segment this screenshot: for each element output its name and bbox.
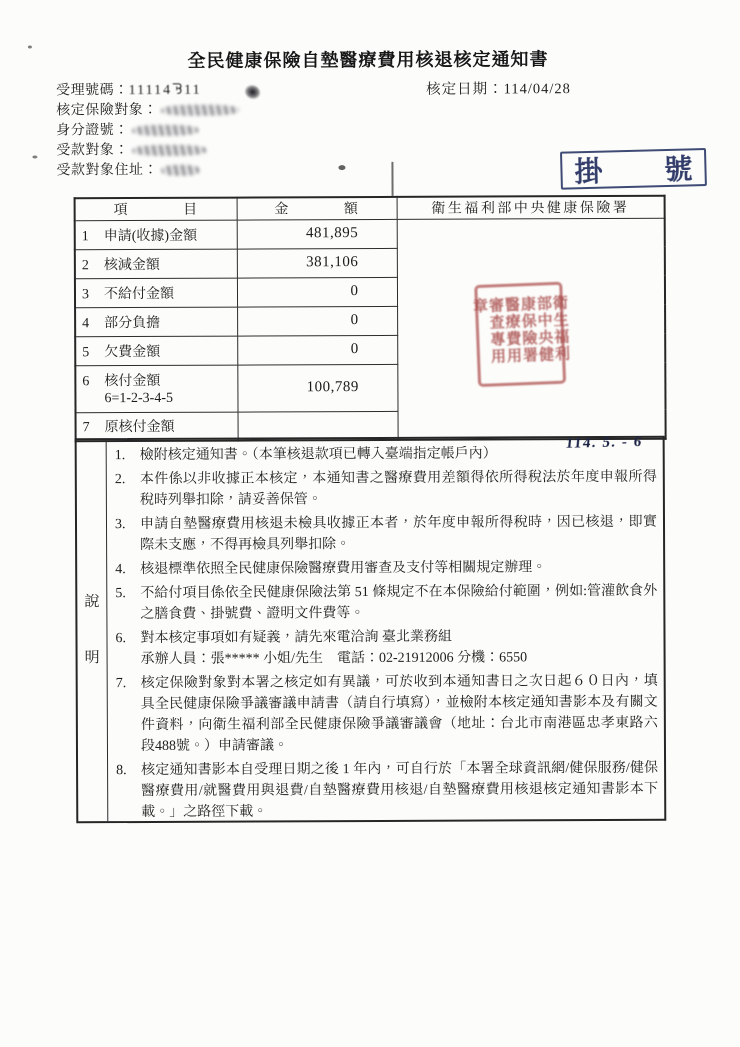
ink-scribble-mark — [242, 82, 263, 101]
note-item — [115, 557, 657, 580]
approval-date — [426, 79, 571, 100]
field-insured-person — [56, 101, 239, 122]
note-number: 2. — [114, 472, 126, 488]
note-text: 申請自墊醫療費用核退未檢具收據正本者，於年度申報所得稅時，因已核退，即實際未支應，不得再檢具列舉扣除。 — [139, 514, 658, 554]
amounts-table — [74, 195, 667, 443]
seal-text: 衛生福利部中央健康保險署醫療費用審查專用章 — [470, 293, 569, 366]
note-text: 核退標準依照全民健康保險醫療費用審查及支付等相關規定辦理。 — [140, 560, 547, 578]
notes-label-char: 明 — [84, 650, 100, 667]
note-number: 7. — [115, 676, 127, 692]
note-text: 核定通知書影本自受理日期之後 1 年內，可自行於「本署全球資訊網/健保服務/健保醫療費用/就醫費用與退費/自墊醫療費用核退/自墊醫療費用核退核定通知書影本下載。」之路徑下載。 — [141, 760, 659, 821]
row-sublabel: 6=1-2-3-4-5 — [104, 390, 174, 406]
row-amount: 381,106 — [237, 248, 397, 278]
notes-section — [75, 436, 667, 824]
approval-date-label: 核定日期： — [426, 81, 504, 98]
scan-speck — [338, 165, 345, 170]
row-number: 3 — [81, 286, 90, 302]
note-text: 本件係以非收據正本核定，本通知書之醫療費用差額得依所得稅法於年度申報所得稅時列舉扣除，請妥善保管。 — [139, 469, 657, 509]
redacted-smudge — [161, 105, 239, 116]
row-number: 4 — [82, 315, 90, 331]
row-number: 6 — [82, 373, 90, 390]
row-label: 核減金額 — [103, 257, 160, 273]
field-payee-address — [56, 161, 239, 182]
note-item — [116, 671, 658, 757]
col-header-item: 項 目 — [75, 198, 237, 221]
note-number: 5. — [115, 586, 126, 602]
row-amount: 0 — [237, 277, 397, 307]
note-text: 對本核定事項如有疑義，請先來電洽詢 臺北業務組 承辦人員：張***** 小姐/先生 電話：02-21912006 分機：6550 — [140, 629, 528, 668]
table-row — [75, 218, 665, 250]
note-item — [116, 758, 658, 823]
row-amount: 0 — [237, 306, 397, 336]
row-amount: 481,895 — [237, 219, 397, 249]
note-number: 1. — [114, 448, 126, 464]
note-number: 8. — [116, 763, 127, 779]
field-payee — [56, 141, 239, 162]
field-case-number — [56, 81, 239, 102]
redacted-smudge — [132, 145, 206, 156]
note-item — [115, 581, 657, 625]
note-text: 不給付項目係依全民健康保險法第 51 條規定不在本保險給付範圍，例如:管灌飲食外之膳食費、掛號費、證明文件費等。 — [140, 583, 658, 623]
row-amount: 100,789 — [237, 364, 397, 412]
field-label: 受款對象住址： — [56, 162, 158, 179]
field-label: 核定保險對象： — [56, 102, 158, 119]
row-label: 申請(收據)金額 — [103, 228, 198, 244]
row-label: 原核付金額 — [104, 420, 175, 436]
col-header-agency: 衛生福利部中央健康保險署 — [397, 196, 665, 219]
notes-body — [107, 438, 665, 821]
notes-label-char: 說 — [84, 594, 100, 611]
col-header-amount: 金 額 — [237, 197, 397, 220]
field-value-smudged: 11114ᘋ11 — [128, 82, 202, 99]
redacted-smudge — [132, 125, 198, 136]
approval-date-value: 114/04/28 — [503, 81, 571, 98]
note-item — [115, 512, 657, 556]
field-label: 受款對象： — [56, 143, 129, 159]
red-office-seal — [470, 281, 569, 386]
redacted-smudge — [161, 165, 199, 176]
row-number: 1 — [81, 228, 89, 244]
header-fields — [56, 81, 239, 182]
row-label: 欠費金額 — [104, 344, 161, 360]
agency-seal-cell — [397, 218, 666, 440]
scan-speck — [28, 45, 32, 48]
row-number: 2 — [81, 257, 89, 273]
row-amount: 0 — [237, 335, 397, 365]
note-item — [115, 626, 657, 670]
received-date-stamp: 114. 5. - 6 — [564, 434, 644, 452]
row-label: 核付金額 — [104, 373, 161, 389]
scan-line-artifact — [391, 162, 393, 196]
note-number: 6. — [115, 631, 127, 647]
note-text: 檢附核定通知書。（本筆核退款項已轉入臺端指定帳戶內） — [139, 446, 497, 464]
row-number: 7 — [82, 420, 90, 436]
page-title: 全民健康保險自墊醫療費用核退核定通知書 — [187, 49, 549, 71]
registered-mail-stamp — [560, 148, 707, 190]
registered-stamp-char: 號 — [664, 154, 693, 187]
note-number: 4. — [115, 562, 126, 578]
row-label: 部分負擔 — [104, 315, 161, 331]
note-text: 核定保險對象對本署之核定如有異議，可於收到本通知書日之次日起６０日內，填具全民健康保險爭議審議申請書（請自行填寫），並檢附本核定通知書影本及有關文件資料，向衛生福利部全民健康保險爭議審議會（地址：台北市南港區忠孝東路六段488號。）申請審議。 — [140, 673, 658, 755]
registered-stamp-char: 掛 — [574, 156, 603, 189]
note-number: 3. — [114, 517, 126, 533]
field-label: 身分證號： — [56, 123, 129, 139]
note-item — [115, 467, 657, 511]
row-label: 不給付金額 — [103, 286, 175, 302]
table-header-row — [75, 196, 665, 221]
row-number: 5 — [82, 344, 90, 360]
notes-section-label — [77, 440, 109, 821]
field-id-number — [56, 121, 239, 142]
scan-speck — [32, 155, 37, 158]
field-label: 受理號碼： — [56, 83, 129, 99]
